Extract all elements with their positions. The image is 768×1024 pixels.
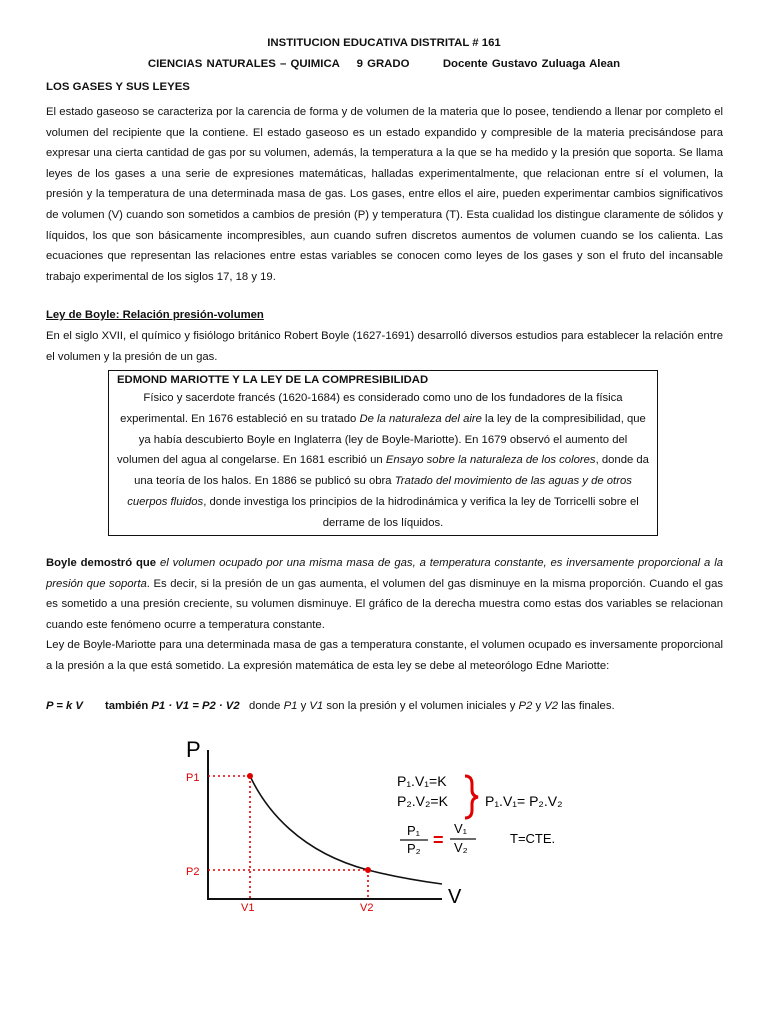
mariotte-box-title: EDMOND MARIOTTE Y LA LEY DE LA COMPRESIBILIDAD (117, 374, 429, 386)
school-name: INSTITUCION EDUCATIVA DISTRITAL # 161 (267, 37, 501, 49)
point-1 (247, 773, 253, 779)
frac-v-num: V₁ (454, 821, 468, 836)
mariotte-box (108, 370, 658, 536)
subject: CIENCIAS NATURALES – QUIMICA (147, 58, 340, 70)
grade: 9 GRADO (356, 58, 410, 70)
formula-line: P = k V también P1 · V1 = P2 · V2 donde P1 y V1 son la presión y el volumen iniciales y P2 y V2 las finales. (46, 700, 615, 712)
boyle-demo-paragraph: Boyle demostró que el volumen ocupado por una misma masa de gas, a temperatura constante, es inversamente proporcional a la presión que soporta. Es decir, si la presión de un gas aumenta, el volumen del gas disminuye en la misma proporción. Cuando el gas es sometido a una presión creciente, su volumen disminuye. El gráfico de la derecha muestra como estas dos variables se relacionan cuando este fenómeno ocurre a temperatura constante. (46, 557, 724, 631)
frac-p-num: P₁ (407, 823, 421, 838)
formula-pkv: P = k V (46, 700, 83, 712)
t-constant: T=CTE. (510, 831, 556, 846)
law-paragraph: Ley de Boyle-Mariotte para una determinada masa de gas a temperatura constante, el volumen ocupado es inversamente proporcional a la presión a la que está sometido. La expresión matemática de esta ley se debe al meteorólogo Edne Mariotte: (46, 639, 723, 672)
p1-label: P1 (186, 772, 200, 784)
eq-combined: P₁.V₁= P₂.V₂ (485, 793, 563, 809)
v1-label: V1 (241, 902, 255, 914)
point-2 (365, 867, 371, 873)
boyle-intro-paragraph: En el siglo XVII, el químico y fisiólogo británico Robert Boyle (1627-1691) desarrolló diversos estudios para establecer la relación entre el volumen y la presión de un gas. (46, 330, 723, 363)
v-axis-label: V (448, 886, 462, 908)
v2-label: V2 (360, 902, 374, 914)
teacher: Docente Gustavo Zuluaga Alean (442, 58, 621, 70)
mariotte-box-body: Físico y sacerdote francés (1620-1684) es considerado como uno de los fundadores de la física experimental. En 1676 estableció en su tratado De la naturaleza del aire la ley de la compresibilidad, que ya había descubierto Boyle en Inglaterra (ley de Boyle-Mariotte). En 1679 observó el aumento del volumen del agua al congelarse. En 1681 escribió un Ensayo sobre la naturaleza de los colores, donde da una teoría de los halos. En 1886 se publicó su obra Tratado del movimiento de las aguas y de otros cuerpos fluidos, donde investiga los principios de la hidrodinámica y verifica la ley de Torricelli sobre el derrame de los líquidos. (117, 392, 649, 529)
section-title: LOS GASES Y SUS LEYES (46, 81, 190, 93)
formula-p1v1-p2v2: P1 · V1 = P2 · V2 (151, 700, 240, 712)
p2-label: P2 (186, 866, 200, 878)
eq-p1v1: P₁.V₁=K (397, 773, 447, 789)
isotherm-curve (250, 776, 442, 884)
brace (465, 776, 478, 818)
frac-v-den: V₂ (454, 840, 468, 855)
course-line (0, 58, 768, 70)
eq-p2v2: P₂.V₂=K (397, 793, 448, 809)
frac-p-den: P₂ (407, 841, 421, 856)
boyle-law-title: Ley de Boyle: Relación presión-volumen (46, 309, 264, 321)
frac-equals: = (433, 830, 444, 850)
intro-paragraph: El estado gaseoso se caracteriza por la carencia de forma y de volumen de la materia que lo posee, tendiendo a llenar por completo el volumen del recipiente que la contiene. El estado gaseoso es un estado expandido y compresible de la materia precisándose para expresar una cierta cantidad de gas por su volumen, además, la temperatura a la que se ha medido y la presión que soporta. Se llama leyes de los gases a una serie de expresiones matemáticas, halladas experimentalmente, que relacionan entre sí el volumen, la presión y la temperatura de una determinada masa de gas. Los gases, entre ellos el aire, pueden experimentar cambios significativos de volumen (V) cuando son sometidos a cambios de presión (P) y temperatura (T). Esta cualidad los distingue claramente de sólidos y líquidos, los que son básicamente incompresibles, aun cuando sufren discretos aumentos de volumen cuando se los calienta. Las ecuaciones que representan las relaciones entre estas variables se conocen como leyes de los gases y son el fruto del incansable trabajo experimental de los siglos 17, 18 y 19. (46, 106, 723, 283)
p-axis-label: P (186, 737, 201, 762)
